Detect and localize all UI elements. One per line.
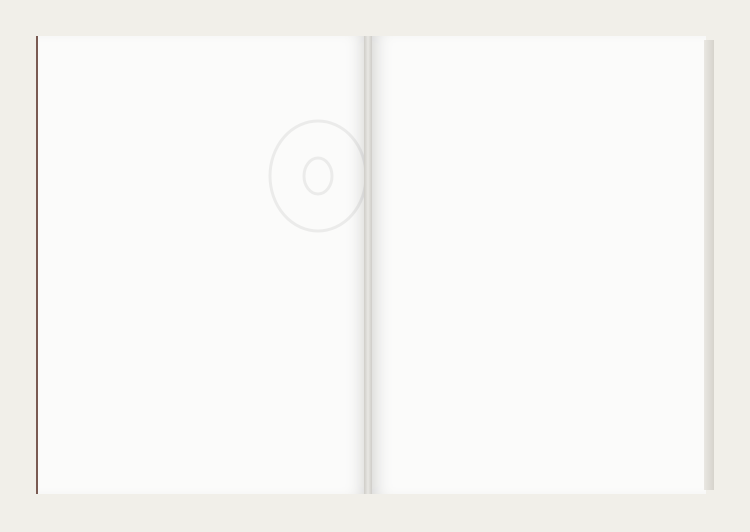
left-page [36, 36, 366, 494]
show-through-emblem [258, 116, 378, 236]
page-edges [704, 40, 714, 490]
right-page [372, 36, 706, 494]
book-spread [36, 36, 712, 494]
book-gutter [364, 36, 372, 494]
